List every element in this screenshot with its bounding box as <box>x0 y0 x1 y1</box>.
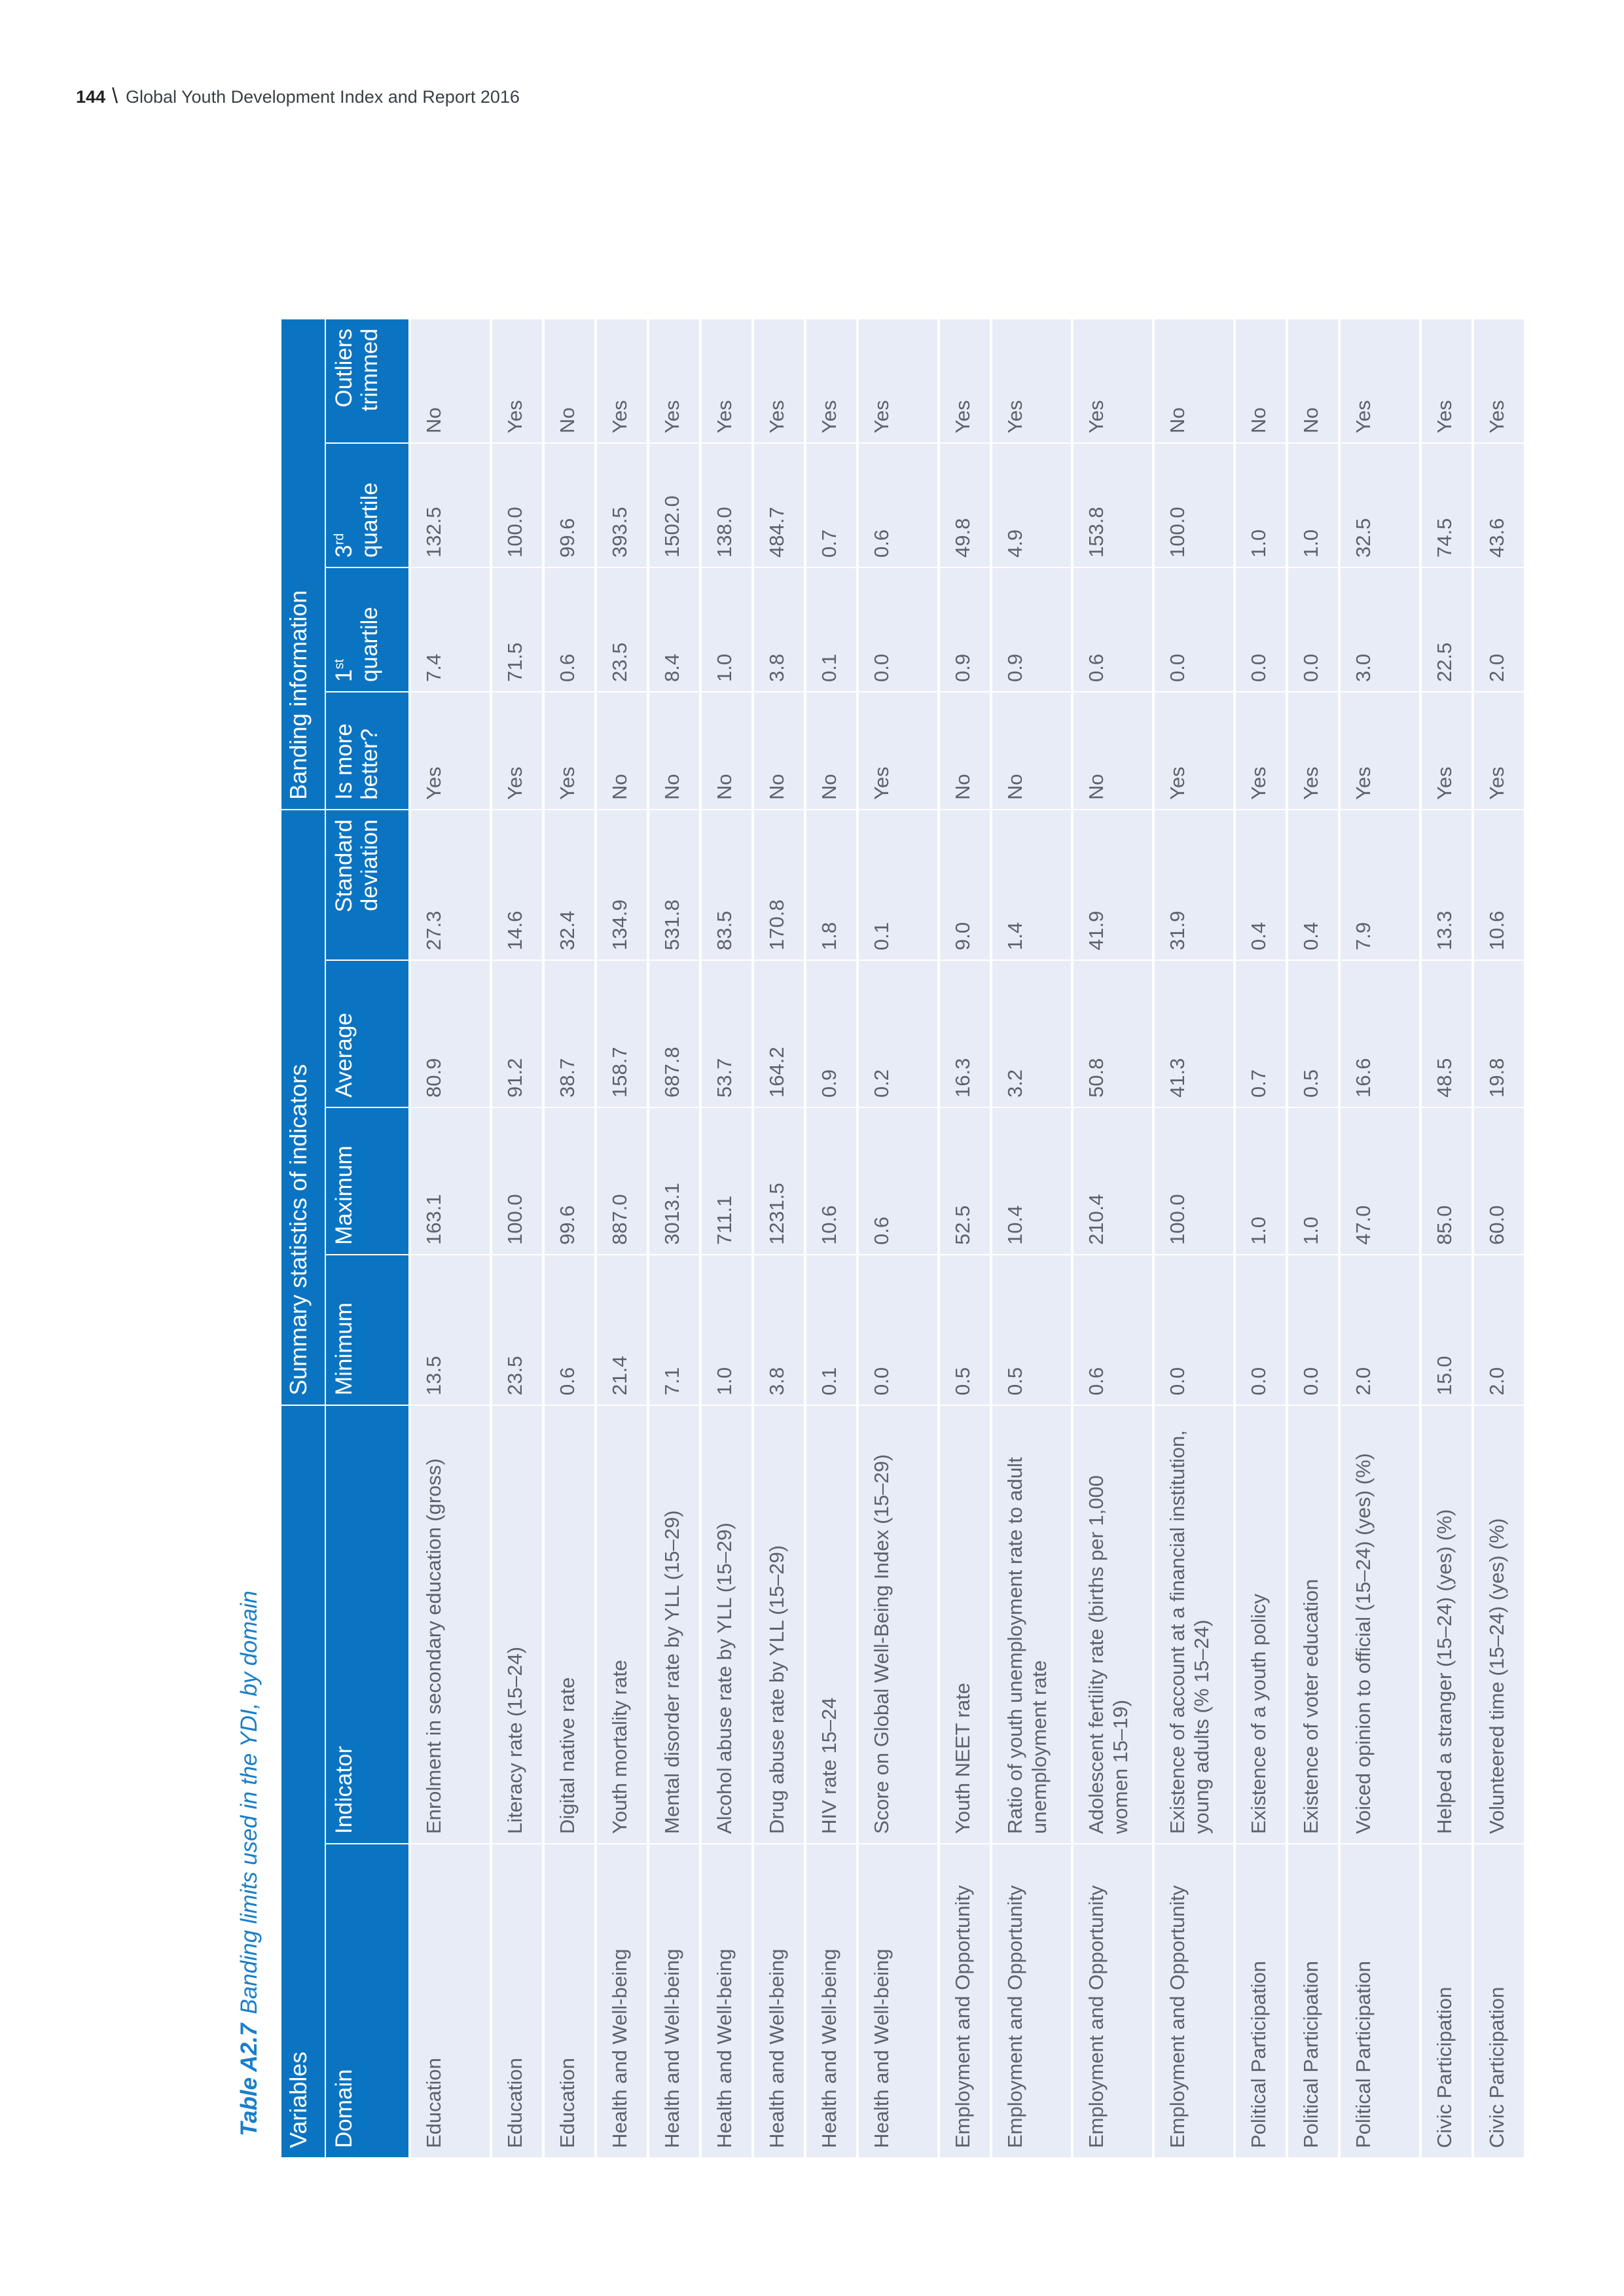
cell-standard-deviation: 83.5 <box>699 809 751 960</box>
cell-third-quartile: 100.0 <box>1152 442 1233 567</box>
cell-is-more-better: Yes <box>1286 691 1338 809</box>
cell-standard-deviation: 13.3 <box>1419 809 1471 960</box>
cell-domain: Health and Well-being <box>594 1843 647 2157</box>
cell-indicator: Existence of account at a financial institution, young adults (% 15–24) <box>1152 1405 1233 1843</box>
col-header-is-more-better: Is more better? <box>325 691 408 809</box>
cell-third-quartile: 74.5 <box>1419 442 1471 567</box>
cell-average: 0.2 <box>856 960 937 1107</box>
header-group-row <box>281 318 325 2157</box>
cell-indicator: Ratio of youth unemployment rate to adult unemployment rate <box>990 1405 1071 1843</box>
running-header <box>76 84 520 108</box>
table-row <box>647 318 699 2157</box>
cell-is-more-better: No <box>804 691 856 809</box>
col-header-standard-deviation: Standard deviation <box>325 809 408 960</box>
cell-maximum: 1231.5 <box>751 1107 804 1254</box>
cell-third-quartile: 1.0 <box>1286 442 1338 567</box>
cell-domain: Health and Well-being <box>856 1843 937 2157</box>
col-header-average: Average <box>325 960 408 1107</box>
cell-minimum: 2.0 <box>1338 1254 1419 1405</box>
cell-domain: Civic Participation <box>1419 1843 1471 2157</box>
table-row <box>1338 318 1419 2157</box>
cell-average: 53.7 <box>699 960 751 1107</box>
cell-standard-deviation: 41.9 <box>1071 809 1152 960</box>
cell-first-quartile: 0.9 <box>937 567 990 691</box>
cell-third-quartile: 49.8 <box>937 442 990 567</box>
cell-average: 164.2 <box>751 960 804 1107</box>
cell-minimum: 15.0 <box>1419 1254 1471 1405</box>
cell-domain: Employment and Opportunity <box>1152 1843 1233 2157</box>
table-row <box>1233 318 1286 2157</box>
cell-standard-deviation: 7.9 <box>1338 809 1419 960</box>
cell-indicator: Youth mortality rate <box>594 1405 647 1843</box>
cell-outliers-trimmed: Yes <box>937 318 990 442</box>
cell-standard-deviation: 1.4 <box>990 809 1071 960</box>
cell-third-quartile: 43.6 <box>1471 442 1524 567</box>
cell-third-quartile: 132.5 <box>408 442 490 567</box>
cell-minimum: 13.5 <box>408 1254 490 1405</box>
cell-first-quartile: 0.6 <box>542 567 594 691</box>
cell-minimum: 3.8 <box>751 1254 804 1405</box>
cell-domain: Health and Well-being <box>699 1843 751 2157</box>
cell-domain: Political Participation <box>1286 1843 1338 2157</box>
cell-is-more-better: No <box>751 691 804 809</box>
cell-third-quartile: 393.5 <box>594 442 647 567</box>
cell-domain: Political Participation <box>1338 1843 1419 2157</box>
table-body <box>408 318 1524 2157</box>
cell-minimum: 0.6 <box>1071 1254 1152 1405</box>
cell-is-more-better: Yes <box>856 691 937 809</box>
group-header-banding: Banding information <box>281 318 325 809</box>
cell-is-more-better: Yes <box>1471 691 1524 809</box>
cell-minimum: 0.5 <box>990 1254 1071 1405</box>
table-row <box>490 318 542 2157</box>
cell-average: 687.8 <box>647 960 699 1107</box>
cell-minimum: 21.4 <box>594 1254 647 1405</box>
cell-domain: Employment and Opportunity <box>937 1843 990 2157</box>
group-header-variables: Variables <box>281 1405 325 2157</box>
cell-third-quartile: 484.7 <box>751 442 804 567</box>
table-row <box>594 318 647 2157</box>
cell-average: 38.7 <box>542 960 594 1107</box>
cell-maximum: 711.1 <box>699 1107 751 1254</box>
cell-indicator: Score on Global Well-Being Index (15–29) <box>856 1405 937 1843</box>
cell-standard-deviation: 134.9 <box>594 809 647 960</box>
cell-indicator: Adolescent fertility rate (births per 1,000 women 15–19) <box>1071 1405 1152 1843</box>
cell-minimum: 0.1 <box>804 1254 856 1405</box>
cell-third-quartile: 138.0 <box>699 442 751 567</box>
cell-indicator: Helped a stranger (15–24) (yes) (%) <box>1419 1405 1471 1843</box>
cell-standard-deviation: 0.4 <box>1233 809 1286 960</box>
col-header-maximum: Maximum <box>325 1107 408 1254</box>
cell-outliers-trimmed: Yes <box>647 318 699 442</box>
cell-is-more-better: No <box>1071 691 1152 809</box>
cell-first-quartile: 0.0 <box>1152 567 1233 691</box>
group-header-summary: Summary statistics of indicators <box>281 809 325 1405</box>
cell-minimum: 2.0 <box>1471 1254 1524 1405</box>
cell-average: 158.7 <box>594 960 647 1107</box>
cell-first-quartile: 23.5 <box>594 567 647 691</box>
cell-domain: Employment and Opportunity <box>1071 1843 1152 2157</box>
cell-average: 0.7 <box>1233 960 1286 1107</box>
cell-is-more-better: Yes <box>1419 691 1471 809</box>
cell-indicator: Volunteered time (15–24) (yes) (%) <box>1471 1405 1524 1843</box>
cell-third-quartile: 100.0 <box>490 442 542 567</box>
cell-outliers-trimmed: Yes <box>699 318 751 442</box>
cell-standard-deviation: 27.3 <box>408 809 490 960</box>
cell-average: 48.5 <box>1419 960 1471 1107</box>
cell-maximum: 163.1 <box>408 1107 490 1254</box>
cell-first-quartile: 22.5 <box>1419 567 1471 691</box>
cell-minimum: 0.5 <box>937 1254 990 1405</box>
cell-maximum: 210.4 <box>1071 1107 1152 1254</box>
cell-average: 16.3 <box>937 960 990 1107</box>
banding-limits-table <box>281 318 1524 2157</box>
cell-outliers-trimmed: No <box>1286 318 1338 442</box>
cell-indicator: Digital native rate <box>542 1405 594 1843</box>
cell-average: 19.8 <box>1471 960 1524 1107</box>
cell-minimum: 0.0 <box>856 1254 937 1405</box>
cell-maximum: 10.4 <box>990 1107 1071 1254</box>
cell-standard-deviation: 32.4 <box>542 809 594 960</box>
cell-maximum: 52.5 <box>937 1107 990 1254</box>
cell-standard-deviation: 10.6 <box>1471 809 1524 960</box>
cell-domain: Political Participation <box>1233 1843 1286 2157</box>
cell-is-more-better: Yes <box>1338 691 1419 809</box>
cell-third-quartile: 0.6 <box>856 442 937 567</box>
cell-maximum: 3013.1 <box>647 1107 699 1254</box>
cell-standard-deviation: 170.8 <box>751 809 804 960</box>
cell-outliers-trimmed: Yes <box>1071 318 1152 442</box>
cell-indicator: Literacy rate (15–24) <box>490 1405 542 1843</box>
cell-is-more-better: Yes <box>408 691 490 809</box>
cell-outliers-trimmed: Yes <box>490 318 542 442</box>
table-number: Table A2.7 <box>236 2023 262 2136</box>
cell-maximum: 0.6 <box>856 1107 937 1254</box>
cell-indicator: Existence of a youth policy <box>1233 1405 1286 1843</box>
cell-outliers-trimmed: Yes <box>1338 318 1419 442</box>
table-row <box>751 318 804 2157</box>
col-header-outliers-trimmed: Outliers trimmed <box>325 318 408 442</box>
table-title: Banding limits used in the YDI, by domain <box>236 1590 262 2015</box>
cell-first-quartile: 2.0 <box>1471 567 1524 691</box>
cell-maximum: 10.6 <box>804 1107 856 1254</box>
col-header-domain: Domain <box>325 1843 408 2157</box>
cell-minimum: 23.5 <box>490 1254 542 1405</box>
cell-standard-deviation: 9.0 <box>937 809 990 960</box>
table-row <box>1419 318 1471 2157</box>
cell-minimum: 7.1 <box>647 1254 699 1405</box>
publication-title: Global Youth Development Index and Report 2016 <box>125 87 520 107</box>
cell-average: 0.9 <box>804 960 856 1107</box>
cell-standard-deviation: 1.8 <box>804 809 856 960</box>
table-row <box>408 318 490 2157</box>
cell-domain: Health and Well-being <box>804 1843 856 2157</box>
cell-first-quartile: 0.9 <box>990 567 1071 691</box>
table-row <box>1286 318 1338 2157</box>
cell-minimum: 1.0 <box>699 1254 751 1405</box>
cell-outliers-trimmed: No <box>1152 318 1233 442</box>
cell-domain: Health and Well-being <box>647 1843 699 2157</box>
cell-first-quartile: 0.1 <box>804 567 856 691</box>
cell-is-more-better: Yes <box>490 691 542 809</box>
cell-first-quartile: 0.6 <box>1071 567 1152 691</box>
cell-is-more-better: Yes <box>1233 691 1286 809</box>
table-row <box>990 318 1071 2157</box>
cell-first-quartile: 3.8 <box>751 567 804 691</box>
cell-maximum: 60.0 <box>1471 1107 1524 1254</box>
table-caption <box>236 1590 262 2136</box>
cell-maximum: 100.0 <box>490 1107 542 1254</box>
header-column-row <box>325 318 408 2157</box>
cell-maximum: 100.0 <box>1152 1107 1233 1254</box>
cell-maximum: 1.0 <box>1233 1107 1286 1254</box>
cell-first-quartile: 7.4 <box>408 567 490 691</box>
cell-indicator: HIV rate 15–24 <box>804 1405 856 1843</box>
cell-indicator: Youth NEET rate <box>937 1405 990 1843</box>
page-number: 144 <box>76 87 106 107</box>
table-row <box>542 318 594 2157</box>
cell-outliers-trimmed: Yes <box>990 318 1071 442</box>
cell-indicator: Enrolment in secondary education (gross) <box>408 1405 490 1843</box>
cell-average: 91.2 <box>490 960 542 1107</box>
table-row <box>1471 318 1524 2157</box>
cell-first-quartile: 0.0 <box>856 567 937 691</box>
cell-third-quartile: 0.7 <box>804 442 856 567</box>
cell-outliers-trimmed: Yes <box>1419 318 1471 442</box>
cell-outliers-trimmed: Yes <box>1471 318 1524 442</box>
header-separator: \ <box>112 84 118 107</box>
cell-indicator: Alcohol abuse rate by YLL (15–29) <box>699 1405 751 1843</box>
cell-domain: Health and Well-being <box>751 1843 804 2157</box>
cell-maximum: 99.6 <box>542 1107 594 1254</box>
cell-is-more-better: No <box>594 691 647 809</box>
cell-domain: Education <box>490 1843 542 2157</box>
cell-average: 16.6 <box>1338 960 1419 1107</box>
table-row <box>699 318 751 2157</box>
cell-first-quartile: 8.4 <box>647 567 699 691</box>
cell-domain: Civic Participation <box>1471 1843 1524 2157</box>
cell-is-more-better: No <box>937 691 990 809</box>
col-header-indicator: Indicator <box>325 1405 408 1843</box>
cell-third-quartile: 1502.0 <box>647 442 699 567</box>
cell-standard-deviation: 0.1 <box>856 809 937 960</box>
cell-indicator: Existence of voter education <box>1286 1405 1338 1843</box>
cell-outliers-trimmed: No <box>1233 318 1286 442</box>
cell-standard-deviation: 14.6 <box>490 809 542 960</box>
cell-minimum: 0.0 <box>1233 1254 1286 1405</box>
cell-maximum: 887.0 <box>594 1107 647 1254</box>
cell-maximum: 47.0 <box>1338 1107 1419 1254</box>
cell-standard-deviation: 0.4 <box>1286 809 1338 960</box>
cell-is-more-better: No <box>647 691 699 809</box>
cell-domain: Education <box>542 1843 594 2157</box>
table-row <box>1071 318 1152 2157</box>
cell-average: 3.2 <box>990 960 1071 1107</box>
cell-third-quartile: 99.6 <box>542 442 594 567</box>
cell-outliers-trimmed: Yes <box>856 318 937 442</box>
table-row <box>1152 318 1233 2157</box>
cell-average: 50.8 <box>1071 960 1152 1107</box>
table-row <box>937 318 990 2157</box>
cell-outliers-trimmed: Yes <box>594 318 647 442</box>
cell-average: 41.3 <box>1152 960 1233 1107</box>
col-header-first-quartile: 1st quartile <box>325 567 408 691</box>
cell-maximum: 1.0 <box>1286 1107 1338 1254</box>
cell-average: 80.9 <box>408 960 490 1107</box>
cell-first-quartile: 71.5 <box>490 567 542 691</box>
cell-outliers-trimmed: No <box>542 318 594 442</box>
cell-maximum: 85.0 <box>1419 1107 1471 1254</box>
banding-table-container <box>281 318 1508 2157</box>
cell-third-quartile: 4.9 <box>990 442 1071 567</box>
cell-domain: Education <box>408 1843 490 2157</box>
cell-is-more-better: No <box>990 691 1071 809</box>
cell-is-more-better: Yes <box>542 691 594 809</box>
col-header-minimum: Minimum <box>325 1254 408 1405</box>
cell-minimum: 0.0 <box>1286 1254 1338 1405</box>
cell-first-quartile: 0.0 <box>1233 567 1286 691</box>
cell-third-quartile: 153.8 <box>1071 442 1152 567</box>
cell-indicator: Voiced opinion to official (15–24) (yes) (%) <box>1338 1405 1419 1843</box>
cell-minimum: 0.0 <box>1152 1254 1233 1405</box>
col-header-third-quartile: 3rd quartile <box>325 442 408 567</box>
table-row <box>804 318 856 2157</box>
cell-indicator: Mental disorder rate by YLL (15–29) <box>647 1405 699 1843</box>
cell-standard-deviation: 31.9 <box>1152 809 1233 960</box>
cell-minimum: 0.6 <box>542 1254 594 1405</box>
cell-is-more-better: Yes <box>1152 691 1233 809</box>
cell-outliers-trimmed: Yes <box>804 318 856 442</box>
cell-outliers-trimmed: No <box>408 318 490 442</box>
cell-first-quartile: 1.0 <box>699 567 751 691</box>
cell-indicator: Drug abuse rate by YLL (15–29) <box>751 1405 804 1843</box>
cell-third-quartile: 32.5 <box>1338 442 1419 567</box>
cell-first-quartile: 3.0 <box>1338 567 1419 691</box>
cell-first-quartile: 0.0 <box>1286 567 1338 691</box>
cell-average: 0.5 <box>1286 960 1338 1107</box>
cell-domain: Employment and Opportunity <box>990 1843 1071 2157</box>
cell-third-quartile: 1.0 <box>1233 442 1286 567</box>
cell-outliers-trimmed: Yes <box>751 318 804 442</box>
cell-standard-deviation: 531.8 <box>647 809 699 960</box>
table-row <box>856 318 937 2157</box>
cell-is-more-better: No <box>699 691 751 809</box>
